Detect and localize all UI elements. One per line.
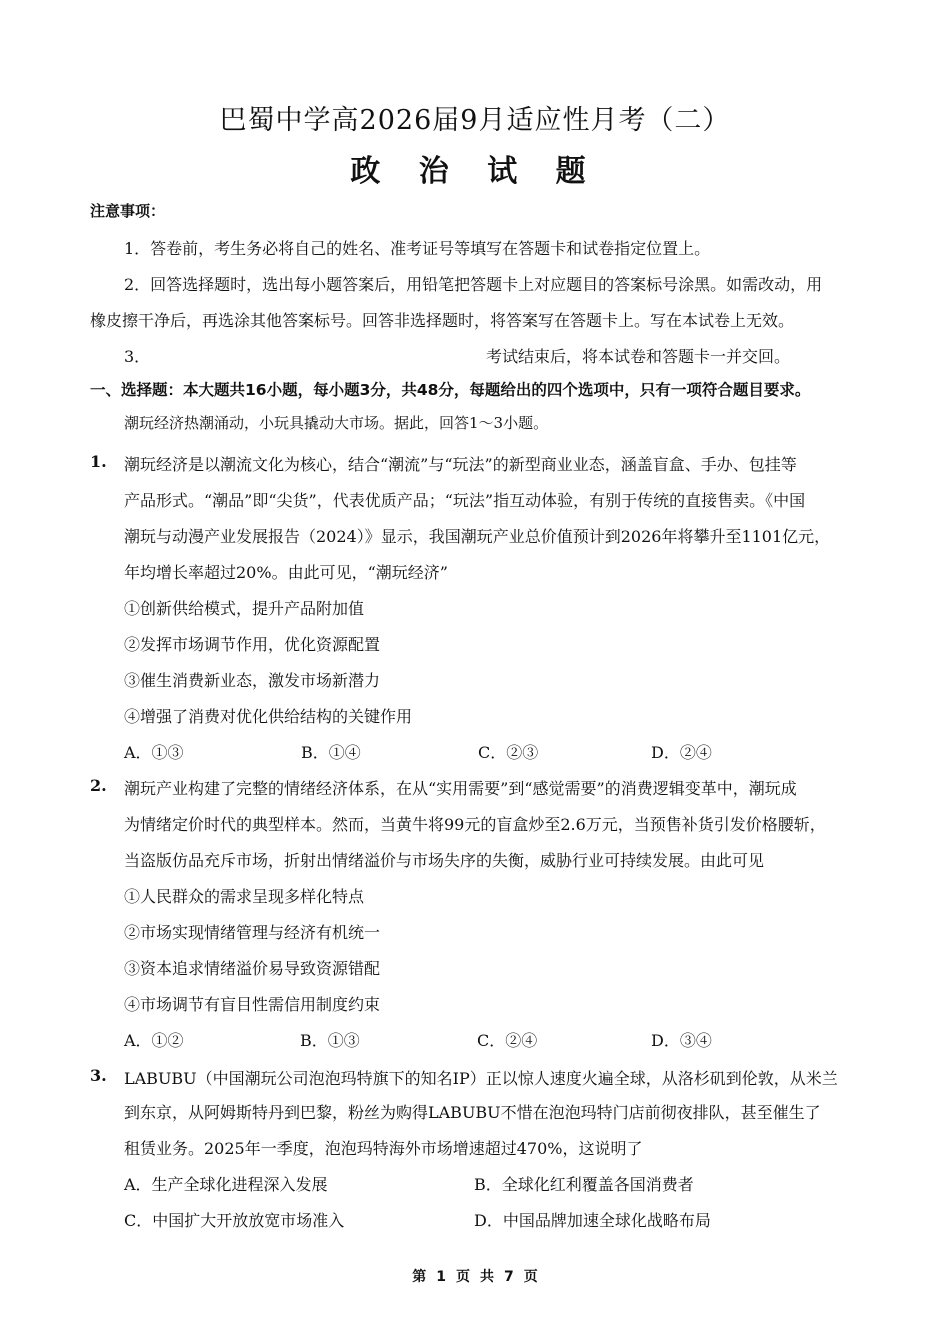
question-2-line: 当盗版仿品充斥市场，折射出情绪溢价与市场失序的失衡，威胁行业可持续发展。由此可见 xyxy=(124,851,765,870)
notice-item-2-line-2: 橡皮擦干净后，再选涂其他答案标号。回答非选择题时，将答案写在答题卡上。写在本试卷上无效。 xyxy=(90,311,795,330)
question-1-option-d[interactable]: D．②④ xyxy=(651,743,712,762)
page-number: 1 xyxy=(436,1269,446,1285)
question-2-line: 为情绪定价时代的典型样本。然而，当黄牛将99元的盲盒炒至2.6万元，当预售补货引发价格腰斩， xyxy=(124,815,826,834)
notice-item-1: 1．答卷前，考生务必将自己的姓名、准考证号等填写在答题卡和试卷指定位置上。 xyxy=(124,239,711,258)
question-3-option-b[interactable]: B．全球化红利覆盖各国消费者 xyxy=(474,1175,694,1194)
footer-text: 共 xyxy=(480,1269,494,1285)
question-2-option-d[interactable]: D．③④ xyxy=(651,1031,712,1050)
question-2-statement: ③资本追求情绪溢价易导致资源错配 xyxy=(124,959,381,978)
question-1-number: 1. xyxy=(90,452,107,471)
question-2-statement: ①人民群众的需求呈现多样化特点 xyxy=(124,887,365,906)
subject-title: 政 治 试 题 xyxy=(350,154,600,189)
section-heading: 一、选择题：本大题共16小题，每小题3分，共48分，每题给出的四个选项中，只有一项符合题目要求。 xyxy=(90,381,811,399)
question-2-option-c[interactable]: C．②④ xyxy=(477,1031,538,1050)
question-2-option-b[interactable]: B．①③ xyxy=(300,1031,360,1050)
question-1-statement: ②发挥市场调节作用，优化资源配置 xyxy=(124,635,381,654)
question-2-option-a[interactable]: A．①② xyxy=(124,1031,184,1050)
question-3-option-c[interactable]: C．中国扩大开放放宽市场准入 xyxy=(124,1211,345,1230)
question-1-line: 产品形式。“潮品”即“尖货”，代表优质产品；“玩法”指互动体验，有别于传统的直接售卖。《中国 xyxy=(124,491,806,510)
section-intro: 潮玩经济热潮涌动，小玩具撬动大市场。据此，回答1～3小题。 xyxy=(124,414,549,432)
question-2-statement: ②市场实现情绪管理与经济有机统一 xyxy=(124,923,381,942)
question-1-line: 潮玩经济是以潮流文化为核心，结合“潮流”与“玩法”的新型商业业态，涵盖盲盒、手办、包挂等 xyxy=(124,455,797,474)
page-footer xyxy=(0,1266,950,1286)
question-2-statement: ④市场调节有盲目性需信用制度约束 xyxy=(124,995,381,1014)
notice-item-3-number: 3． xyxy=(124,347,151,366)
question-1-line: 潮玩与动漫产业发展报告（2024）》显示，我国潮玩产业总价值预计到2026年将攀升至1101亿元， xyxy=(124,527,831,546)
notice-heading: 注意事项： xyxy=(90,202,166,220)
question-1-option-c[interactable]: C．②③ xyxy=(478,743,539,762)
question-3-line: 到东京，从阿姆斯特丹到巴黎，粉丝为购得LABUBU不惜在泡泡玛特门店前彻夜排队，甚至催生了 xyxy=(124,1103,821,1122)
question-3-number: 3. xyxy=(90,1066,107,1085)
notice-item-3-text: 考试结束后，将本试卷和答题卡一并交回。 xyxy=(486,347,791,366)
question-1-option-a[interactable]: A．①③ xyxy=(124,743,184,762)
question-2-number: 2. xyxy=(90,776,107,795)
footer-text: 页 xyxy=(456,1269,470,1285)
notice-item-2-line-1: 2．回答选择题时，选出每小题答案后，用铅笔把答题卡上对应题目的答案标号涂黑。如需改动，用 xyxy=(124,275,823,294)
question-3-option-a[interactable]: A．生产全球化进程深入发展 xyxy=(124,1175,328,1194)
question-3-option-d[interactable]: D．中国品牌加速全球化战略布局 xyxy=(474,1211,711,1230)
question-3-line: LABUBU（中国潮玩公司泡泡玛特旗下的知名IP）正以惊人速度火遍全球，从洛杉矶到伦敦，从米兰 xyxy=(124,1069,838,1088)
question-1-option-b[interactable]: B．①④ xyxy=(301,743,361,762)
question-1-line: 年均增长率超过20%。由此可见，“潮玩经济” xyxy=(124,563,448,582)
question-1-statement: ①创新供给模式，提升产品附加值 xyxy=(124,599,365,618)
question-2-line: 潮玩产业构建了完整的情绪经济体系，在从“实用需要”到“感觉需要”的消费逻辑变革中，潮玩成 xyxy=(124,779,797,798)
question-1-statement: ④增强了消费对优化供给结构的关键作用 xyxy=(124,707,413,726)
page-total: 7 xyxy=(504,1269,514,1285)
exam-title: 巴蜀中学高2026届9月适应性月考（二） xyxy=(219,105,731,136)
footer-text: 页 xyxy=(523,1269,538,1285)
question-3-line: 租赁业务。2025年一季度，泡泡玛特海外市场增速超过470%，这说明了 xyxy=(124,1139,643,1158)
question-1-statement: ③催生消费新业态，激发市场新潜力 xyxy=(124,671,381,690)
footer-text: 第 xyxy=(412,1269,427,1285)
